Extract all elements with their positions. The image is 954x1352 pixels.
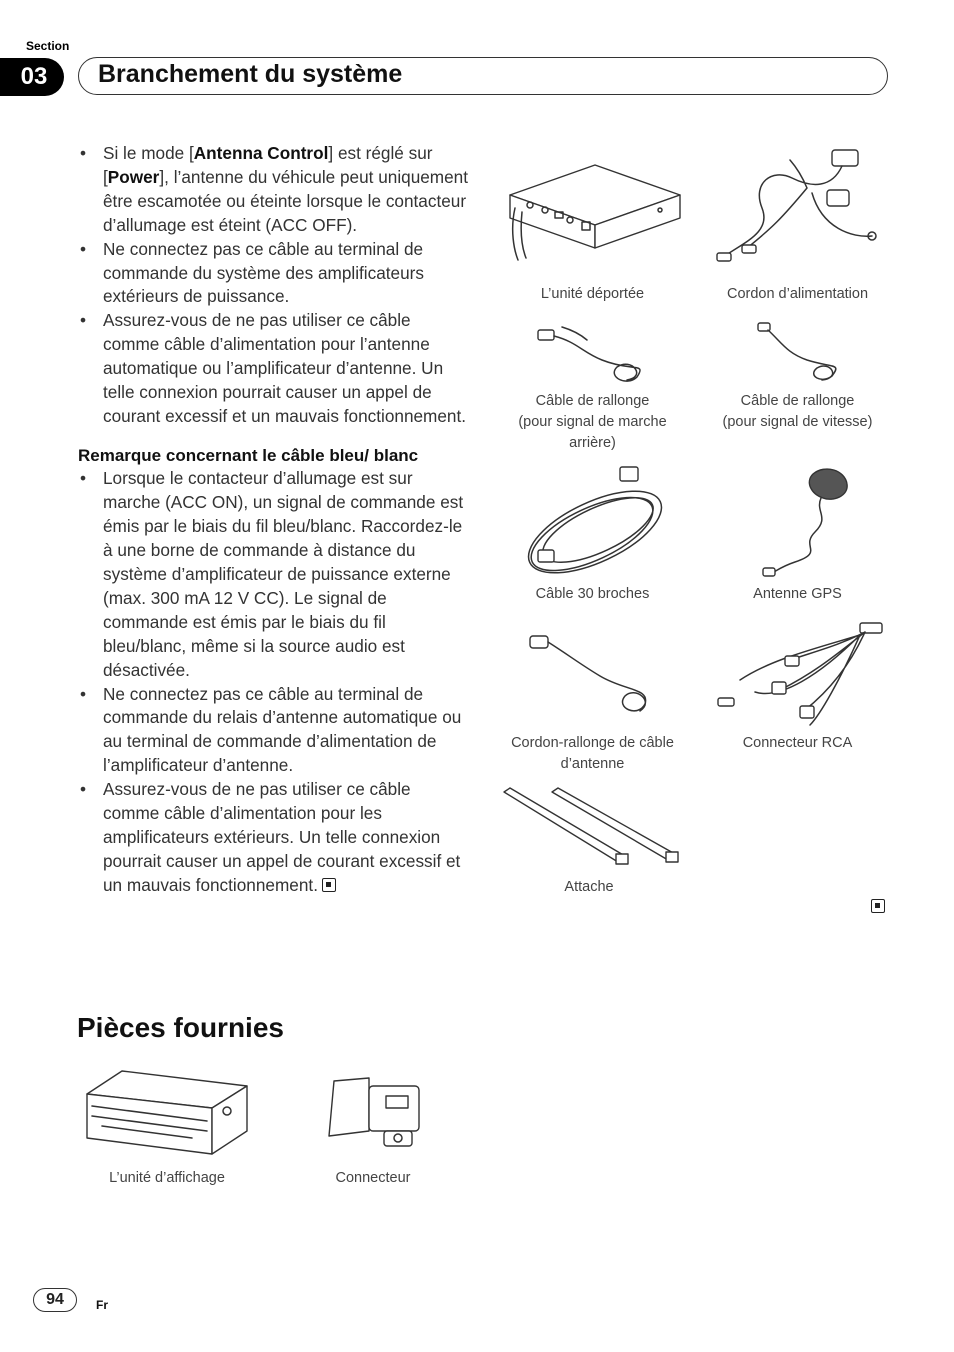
caption-power-cord: Cordon d’alimentation — [726, 286, 869, 302]
caption-extension-speed: Câble de rallonge (pour signal de vitesse) — [722, 393, 873, 430]
caption-remote-unit: L’unité déportée — [540, 286, 645, 302]
remote-unit-illustration — [500, 160, 690, 270]
language-code: Fr — [96, 1298, 108, 1312]
cable-30-pin-illustration — [510, 462, 675, 580]
caption-30-pin-cable: Câble 30 broches — [535, 586, 650, 602]
caption-rca-connector: Connecteur RCA — [742, 735, 853, 751]
cable-ties-illustration — [500, 786, 682, 872]
caption-gps-antenna: Antenne GPS — [753, 586, 842, 602]
list-item: • Ne connectez pas ce câble au terminal de commande du relais d’antenne automatique ou au terminal de commande d’alimentation de l’amplificateur d’antenne. — [78, 683, 470, 779]
rca-connector-illustration — [710, 620, 888, 730]
list-item: • Lorsque le contacteur d’allumage est sur marche (ACC ON), un signal de commande est émis par le biais du fil bleu/blanc. Raccordez-le à une borne de commande à distance du système d’amplificateur de puissance externe (max. 300 mA 12 V CC). Le signal de commande est émis par le biais du fil bleu/blanc, même si la source audio est désactivée. — [78, 467, 470, 682]
caption-connector: Connecteur — [335, 1170, 411, 1186]
antenna-extension-illustration — [520, 626, 665, 716]
caption-cable-ties: Attache — [564, 879, 614, 895]
bullet-list-a — [78, 142, 470, 429]
caption-antenna-extension: Cordon-rallonge de câble d’antenne — [511, 735, 674, 772]
section-label: Section — [26, 39, 70, 53]
subheading: Remarque concernant le câble bleu/ blanc — [78, 445, 419, 465]
caption-extension-reverse: Câble de rallonge (pour signal de marche arrière) — [518, 393, 667, 451]
section-number-badge: 03 — [0, 58, 64, 96]
connector-illustration — [324, 1076, 424, 1151]
list-item: • Assurez-vous de ne pas utiliser ce câble comme câble d’alimentation pour l’antenne automatique ou l’amplificateur d’antenne. Un telle connexion pourrait causer un appel de courant excessif et un mauvais fonctionnement. — [78, 309, 470, 429]
list-item: • Si le mode [Antenna Control] est réglé sur [Power], l’antenne du véhicule peut uniquement être escamotée ou éteinte lorsque le contacteur d’allumage est éteint (ACC OFF). — [78, 142, 470, 238]
list-item: • Ne connectez pas ce câble au terminal de commande du système des amplificateurs extérieurs de puissance. — [78, 238, 470, 310]
section-title: Branchement du système — [98, 60, 403, 88]
bold-term: Antenna Control — [193, 143, 329, 163]
bullet-list-b — [78, 467, 470, 897]
gps-antenna-illustration — [755, 462, 855, 580]
extension-cable-speed-illustration — [752, 318, 847, 384]
page-number: 94 — [33, 1288, 77, 1312]
end-of-section-icon — [322, 878, 336, 892]
bold-term: Power — [107, 166, 160, 187]
extension-cable-reverse-illustration — [532, 322, 652, 384]
list-item: • Assurez-vous de ne pas utiliser ce câble comme câble d’alimentation pour les amplificateurs extérieurs. Un telle connexion pourrait causer un appel de courant excessif et un mauvais fonctionnement. — [78, 778, 470, 898]
section-heading: Pièces fournies — [77, 1012, 284, 1043]
end-of-section-icon — [871, 899, 885, 913]
display-unit-illustration — [82, 1066, 252, 1166]
caption-display-unit: L’unité d’affichage — [109, 1170, 225, 1186]
left-text-column — [78, 142, 470, 898]
power-cord-illustration — [712, 148, 887, 278]
